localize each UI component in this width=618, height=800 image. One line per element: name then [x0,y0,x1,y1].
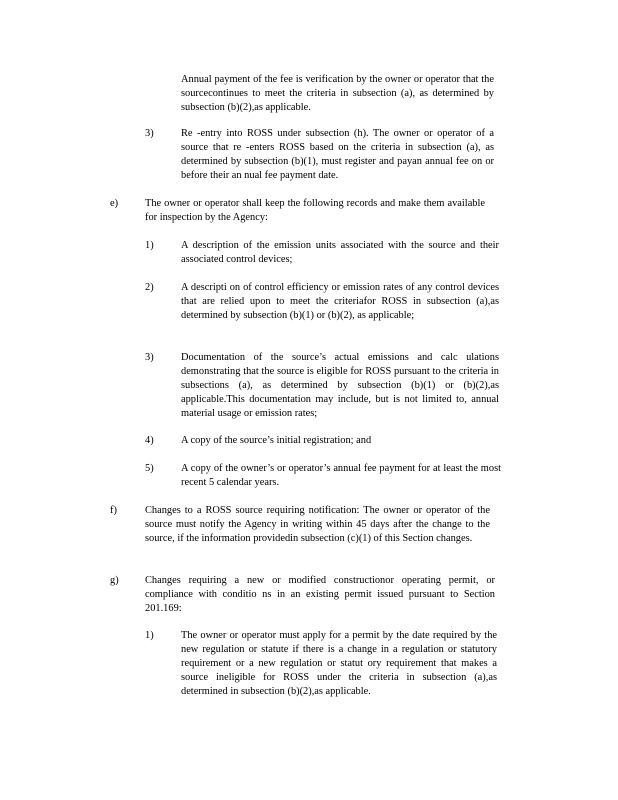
section-g-label: g) [110,575,119,586]
continued-paragraph: Annual payment of the fee is verification by the owner or operator that the sourcecontinues to meet the criteria in subsection (a), as determined by subsection (b)(2),as applicable. [181,74,494,113]
section-e-item-5-text: A copy of the owner’s or operator’s annual fee payment for at least the most recent 5 calendar years. [181,463,501,488]
section-e-item-4-label: 4) [145,435,154,446]
section-e-item-1-label: 1) [145,240,154,251]
section-e-item-3-text: Documentation of the source’s actual emissions and calc ulations demonstrating that the source is eligible for ROSS pursuant to the criteria in subsections (a), as determined by subsection (b)(1) or (b)(2),as applicable.This documentation may include, but is not limited to, annual material usage or emission rates; [181,352,499,419]
section-e-item-1-text: A description of the emission units associated with the source and their associated control devices; [181,240,499,265]
section-g-text: Changes requiring a new or modified constructionor operating permit, or compliance with conditio ns in an existing permit issued pursuant to Section 201.169: [145,575,495,614]
section-e-item-3-label: 3) [145,352,154,363]
section-e-item-5-label: 5) [145,463,154,474]
section-e-label: e) [110,198,119,209]
section-e-item-2-text: A descripti on of control efficiency or emission rates of any control devices that are relied upon to meet the criteriafor ROSS in subsection (a),as determined by subsection (b)(1) or (b)(2), as applicable; [181,282,499,321]
section-e-item-2-label: 2) [145,282,154,293]
item-3-reentry-text: Re -entry into ROSS under subsection (h). The owner or operator of a source that re -enters ROSS based on the criteria in subsection (a), as determined by subsection (b)(1), must register and payan annual fee on or before their an nual fee payment date. [181,128,494,181]
section-e-text: The owner or operator shall keep the following records and make them available for inspection by the Agency: [145,198,485,223]
section-g-item-1-label: 1) [145,630,154,641]
section-g-item-1-text: The owner or operator must apply for a permit by the date required by the new regulation or statute if there is a change in a regulation or statutory requirement or a new regulation or statut ory requirement that makes a source ineligible for ROSS under the criteria in subsection (a),as determined in subsection (b)(2),as applicable. [181,630,497,697]
section-f-label: f) [110,505,117,516]
section-f-text: Changes to a ROSS source requiring notification: The owner or operator of the source must notify the Agency in writing within 45 days after the change to the source, if the information providedin subsection (c)(1) of this Section changes. [145,505,490,544]
section-e-item-4-text: A copy of the source’s initial registration; and [181,435,372,446]
item-3-label: 3) [145,128,154,139]
